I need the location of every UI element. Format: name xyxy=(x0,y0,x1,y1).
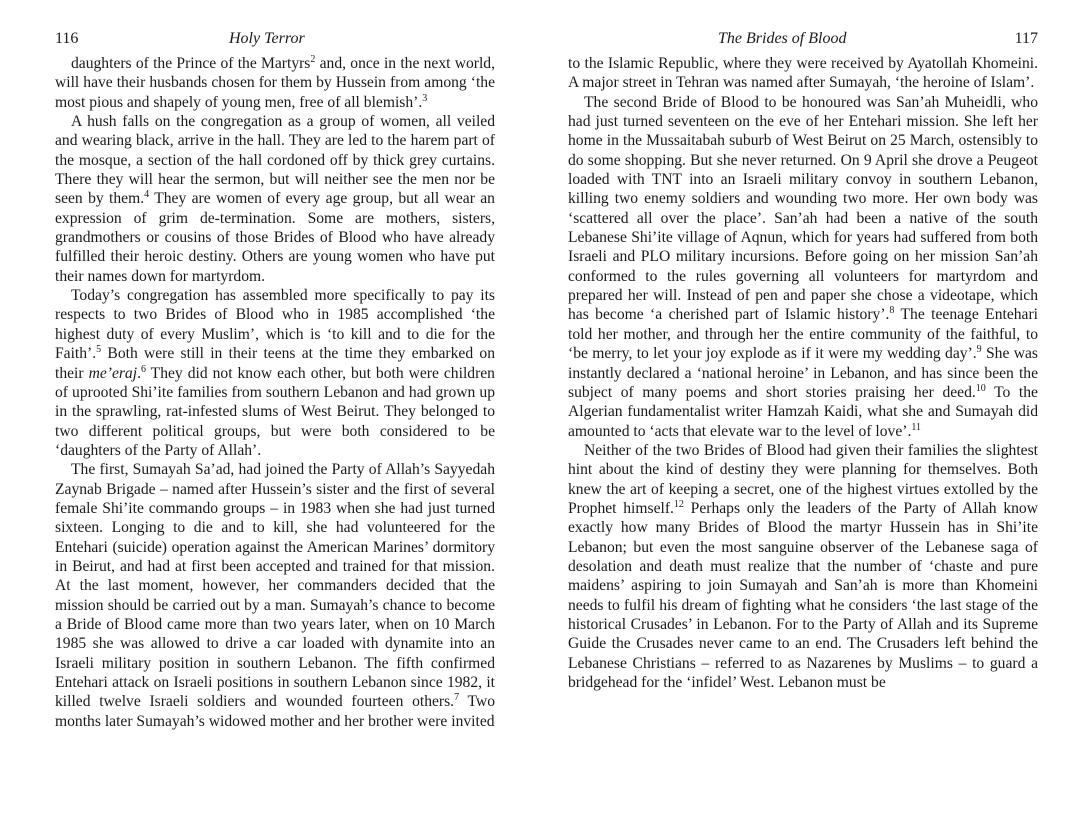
paragraph xyxy=(55,54,495,112)
paragraph xyxy=(568,441,1038,692)
text-run: and, once in the next world, will have their husbands chosen for them by Hussein from among ‘the most pious and shapely of young men, free of all blemish’. xyxy=(55,55,495,111)
paragraph xyxy=(568,93,1038,441)
footnote-marker: 6 xyxy=(140,363,146,375)
left-page-header xyxy=(17,30,495,52)
right-page-body xyxy=(568,54,1038,692)
footnote-marker: 11 xyxy=(911,421,922,433)
text-run: Today’s congregation has assembled more specifically to pay its respects to two Brides of Blood who in 1985 accomplished ‘the highest duty of every Muslim’, which is ‘to kill and to die for the Faith’. xyxy=(55,287,495,363)
text-run: They are women of every age group, but all wear an expression of grim de-termination. Some are mothers, sisters, grandmothers or cousins of those Brides of Blood who have already fulfilled their heroic destiny. Others are young women who have put their names down for martyrdom. xyxy=(55,190,495,285)
right-running-head: The Brides of Blood xyxy=(718,30,847,47)
text-run: Neither of the two Brides of Blood had given their families the slightest hint about the kind of destiny they were planning for themselves. Both knew the art of keeping a secret, one of the highest virtues extolled by the Prophet himself. xyxy=(568,441,1038,517)
text-run: Both were still in their teens at the time they embarked on their xyxy=(55,345,495,382)
paragraph xyxy=(55,460,495,731)
text-run: to the Islamic Republic, where they were received by Ayatollah Khomeini. A major street in Tehran was named after Sumayah, ‘the heroine of Islam’. xyxy=(568,55,1038,92)
left-running-head: Holy Terror xyxy=(229,30,305,47)
footnote-marker: 7 xyxy=(454,692,460,704)
italic-term: me’eraj xyxy=(88,364,138,382)
text-run: . xyxy=(137,364,141,382)
footnote-marker: 2 xyxy=(310,54,316,65)
text-run: Perhaps only the leaders of the Party of Allah know exactly how many Brides of Blood the martyr Hussein has in Shi’ite Lebanon; but even the most sanguine observer of the Lebanese saga of desolation and death must realize that the number of ‘chaste and pure maidens’ aspiring to join Sumayah and San’ah is more than Khomeini needs to fulfil his dream of fighting what he considers ‘the last stage of the historical Crusades’ in Lebanon. For to the Party of Allah and its Supreme Guide the Crusades never came to an end. The Crusaders left behind the Lebanese Christians – referred to as Nazarenes by Muslims – to guard a bridgehead for the ‘infidel’ West. Lebanon must be xyxy=(568,499,1038,691)
text-run: The second Bride of Blood to be honoured was San’ah Muheidli, who had just turned seventeen on the eve of her Entehari mission. She left her home in the Mussaitabah suburb of West Beirut on 25 March, ostensibly to do some shopping. But she never returned. On 9 April she drove a Peugeot loaded with TNT into an Israeli military convoy in southern Lebanon, killing two enemy soldiers and wounding two more. Her own body was ‘scattered all over the place’. San’ah had been a native of the south Lebanese Shi’ite village of Aqnun, which for years had suffered from both Israeli and PLO military incursions. Before going on her mission San’ah conformed to the rules governing all volunteers for martyrdom and prepared her will. Instead of pen and paper she chose a videotape, which has become ‘a cherished part of Islamic history’. xyxy=(568,93,1038,324)
right-page-header xyxy=(568,30,1038,52)
left-page xyxy=(17,30,495,731)
footnote-marker: 5 xyxy=(96,343,102,355)
footnote-marker: 9 xyxy=(976,343,982,355)
text-run: A hush falls on the congregation as a group of women, all veiled and wearing black, arrive in the hall. They are led to the harem part of the mosque, a section of the hall cordoned off by thick grey curtains. There they will hear the sermon, but will neither see the men nor be seen by them. xyxy=(55,113,495,208)
footnote-marker: 4 xyxy=(144,189,150,201)
footnote-marker: 8 xyxy=(889,305,895,317)
right-page xyxy=(568,30,1038,692)
text-run: Two months later Sumayah’s widowed mother and her brother were invited xyxy=(55,693,495,730)
text-run: daughters of the Prince of the Martyrs xyxy=(71,55,311,72)
footnote-marker: 3 xyxy=(422,92,428,104)
text-run: To the Algerian fundamentalist writer Hamzah Kaidi, what she and Sumayah did amounted to ‘acts that elevate war to the level of love’. xyxy=(568,383,1038,440)
footnote-marker: 10 xyxy=(975,382,986,394)
footnote-marker: 12 xyxy=(673,498,684,510)
text-run: She was instantly declared a ‘national heroine’ in Lebanon, and has since been the subject of many poems and short stories praising her deed. xyxy=(568,345,1038,401)
text-run: The first, Sumayah Sa’ad, had joined the Party of Allah’s Sayyedah Zaynab Brigade – named after Hussein’s sister and the first of several female Shi’ite commando groups – in 1983 when she had just turned sixteen. Longing to die and to kill, she had volunteered for the Entehari (suicide) operation against the American Marines’ dormitory in Beirut, and had at first been accepted and trained for that mission. At the last moment, however, her commanders decided that the mission should be carried out by a man. Sumayah’s chance to become a Bride of Blood came more than two years later, when on 10 March 1985 she was allowed to drive a car loaded with dynamite into an Israeli military position in southern Lebanon. The fifth confirmed Entehari attack on Israeli positions in southern Lebanon since 1982, it killed twelve Israeli soldiers and wounded fourteen others. xyxy=(55,461,495,711)
left-page-body xyxy=(17,54,495,731)
right-page-number: 117 xyxy=(1014,30,1038,47)
paragraph xyxy=(568,54,1038,93)
text-run: They did not know each other, but both were children of uprooted Shi’ite families from southern Lebanon and had grown up in the sprawling, rat-infested slums of West Beirut. They belonged to two different political groups, but were both considered to be ‘daughters of the Party of Allah’. xyxy=(55,364,495,459)
paragraph xyxy=(55,286,495,460)
text-run: The teenage Entehari told her mother, and through her the entire community of the faithful, to ‘be merry, to let your joy explode as if it were my wedding day’. xyxy=(568,306,1038,363)
paragraph xyxy=(55,112,495,286)
left-page-number: 116 xyxy=(55,30,79,47)
